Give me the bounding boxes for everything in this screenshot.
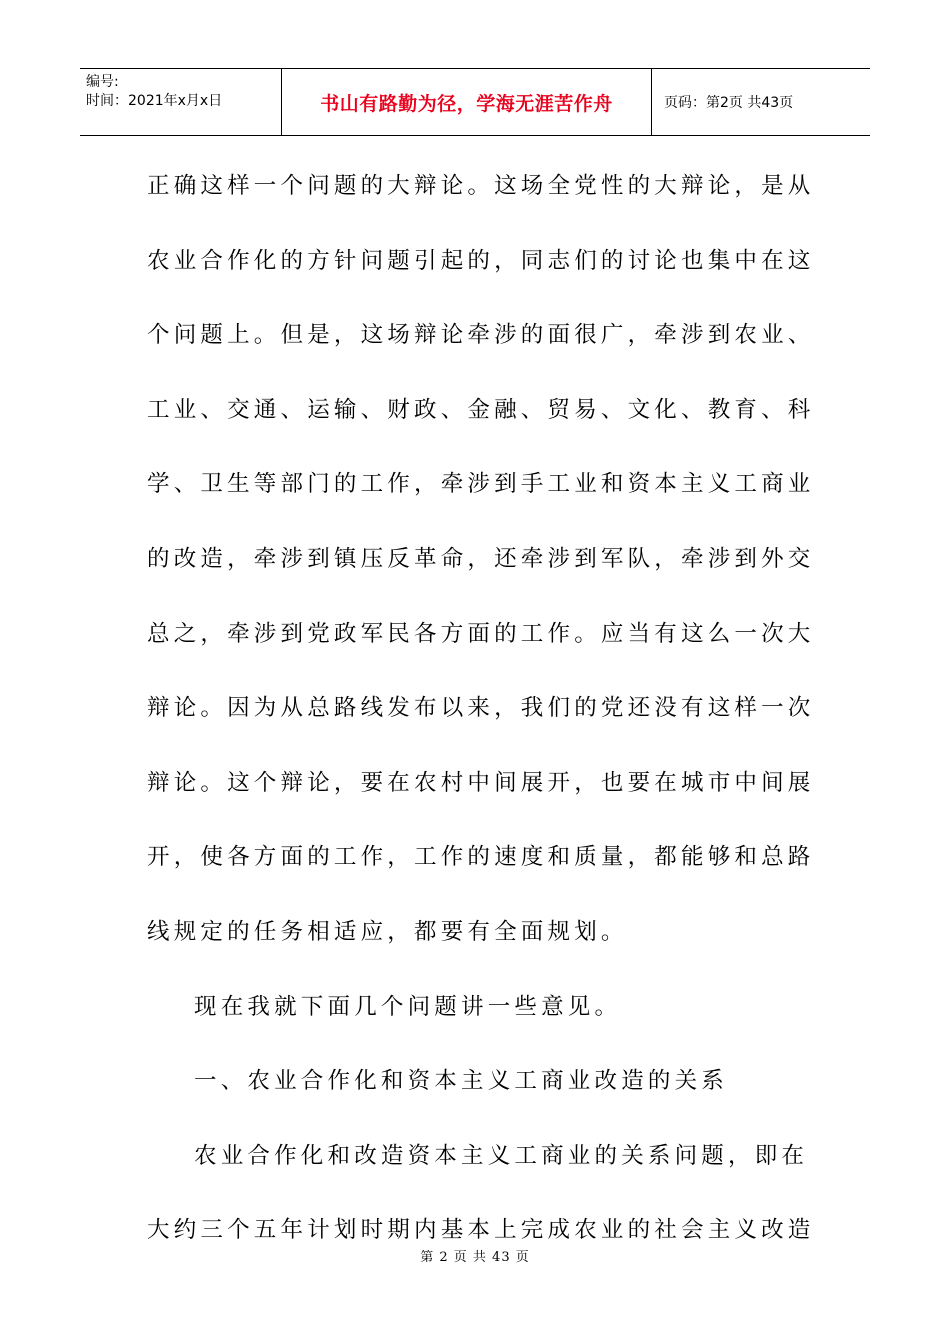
body-text-line: 辩论。这个辩论，要在农村中间展开，也要在城市中间展 [147,769,815,796]
header-motto: 书山有路勤为径，学海无涯苦作舟 [282,69,652,135]
body-text-line: 个问题上。但是，这场辩论牵涉的面很广，牵涉到农业、 [147,322,815,349]
body-text-line: 农业合作化和改造资本主义工商业的关系问题，即在 [194,1142,809,1169]
document-number-label: 编号: [86,74,119,90]
body-text-line: 线规定的任务相适应，都要有全面规划。 [147,918,628,945]
body-text-line: 辩论。因为从总路线发布以来，我们的党还没有这样一次 [147,695,815,722]
body-text-line: 工业、交通、运输、财政、金融、贸易、文化、教育、科 [147,396,815,423]
document-time-label: 时间：2021年x月x日 [86,93,223,109]
body-text-line: 一、农业合作化和资本主义工商业改造的关系 [194,1068,729,1095]
page-header [80,68,870,136]
body-text-line: 正确这样一个问题的大辩论。这场全党性的大辩论，是从 [147,173,815,199]
document-body [147,152,815,1271]
page-footer: 第 2 页 共 43 页 [420,1250,530,1265]
body-text-line: 学、卫生等部门的工作，牵涉到手工业和资本主义工商业 [147,471,815,498]
body-text-line: 大约三个五年计划时期内基本上完成农业的社会主义改造 [147,1217,815,1244]
body-text-line: 总之，牵涉到党政军民各方面的工作。应当有这么一次大 [147,620,815,647]
body-text-line: 农业合作化的方针问题引起的，同志们的讨论也集中在这 [147,247,815,274]
header-meta-cell [80,69,282,135]
body-text-line: 现在我就下面几个问题讲一些意见。 [194,993,622,1020]
header-page-info: 页码：第2页 共43页 [664,95,794,111]
body-text-line: 开，使各方面的工作，工作的速度和质量，都能够和总路 [147,844,815,871]
body-text-line: 的改造，牵涉到镇压反革命，还牵涉到军队，牵涉到外交 [147,545,815,572]
